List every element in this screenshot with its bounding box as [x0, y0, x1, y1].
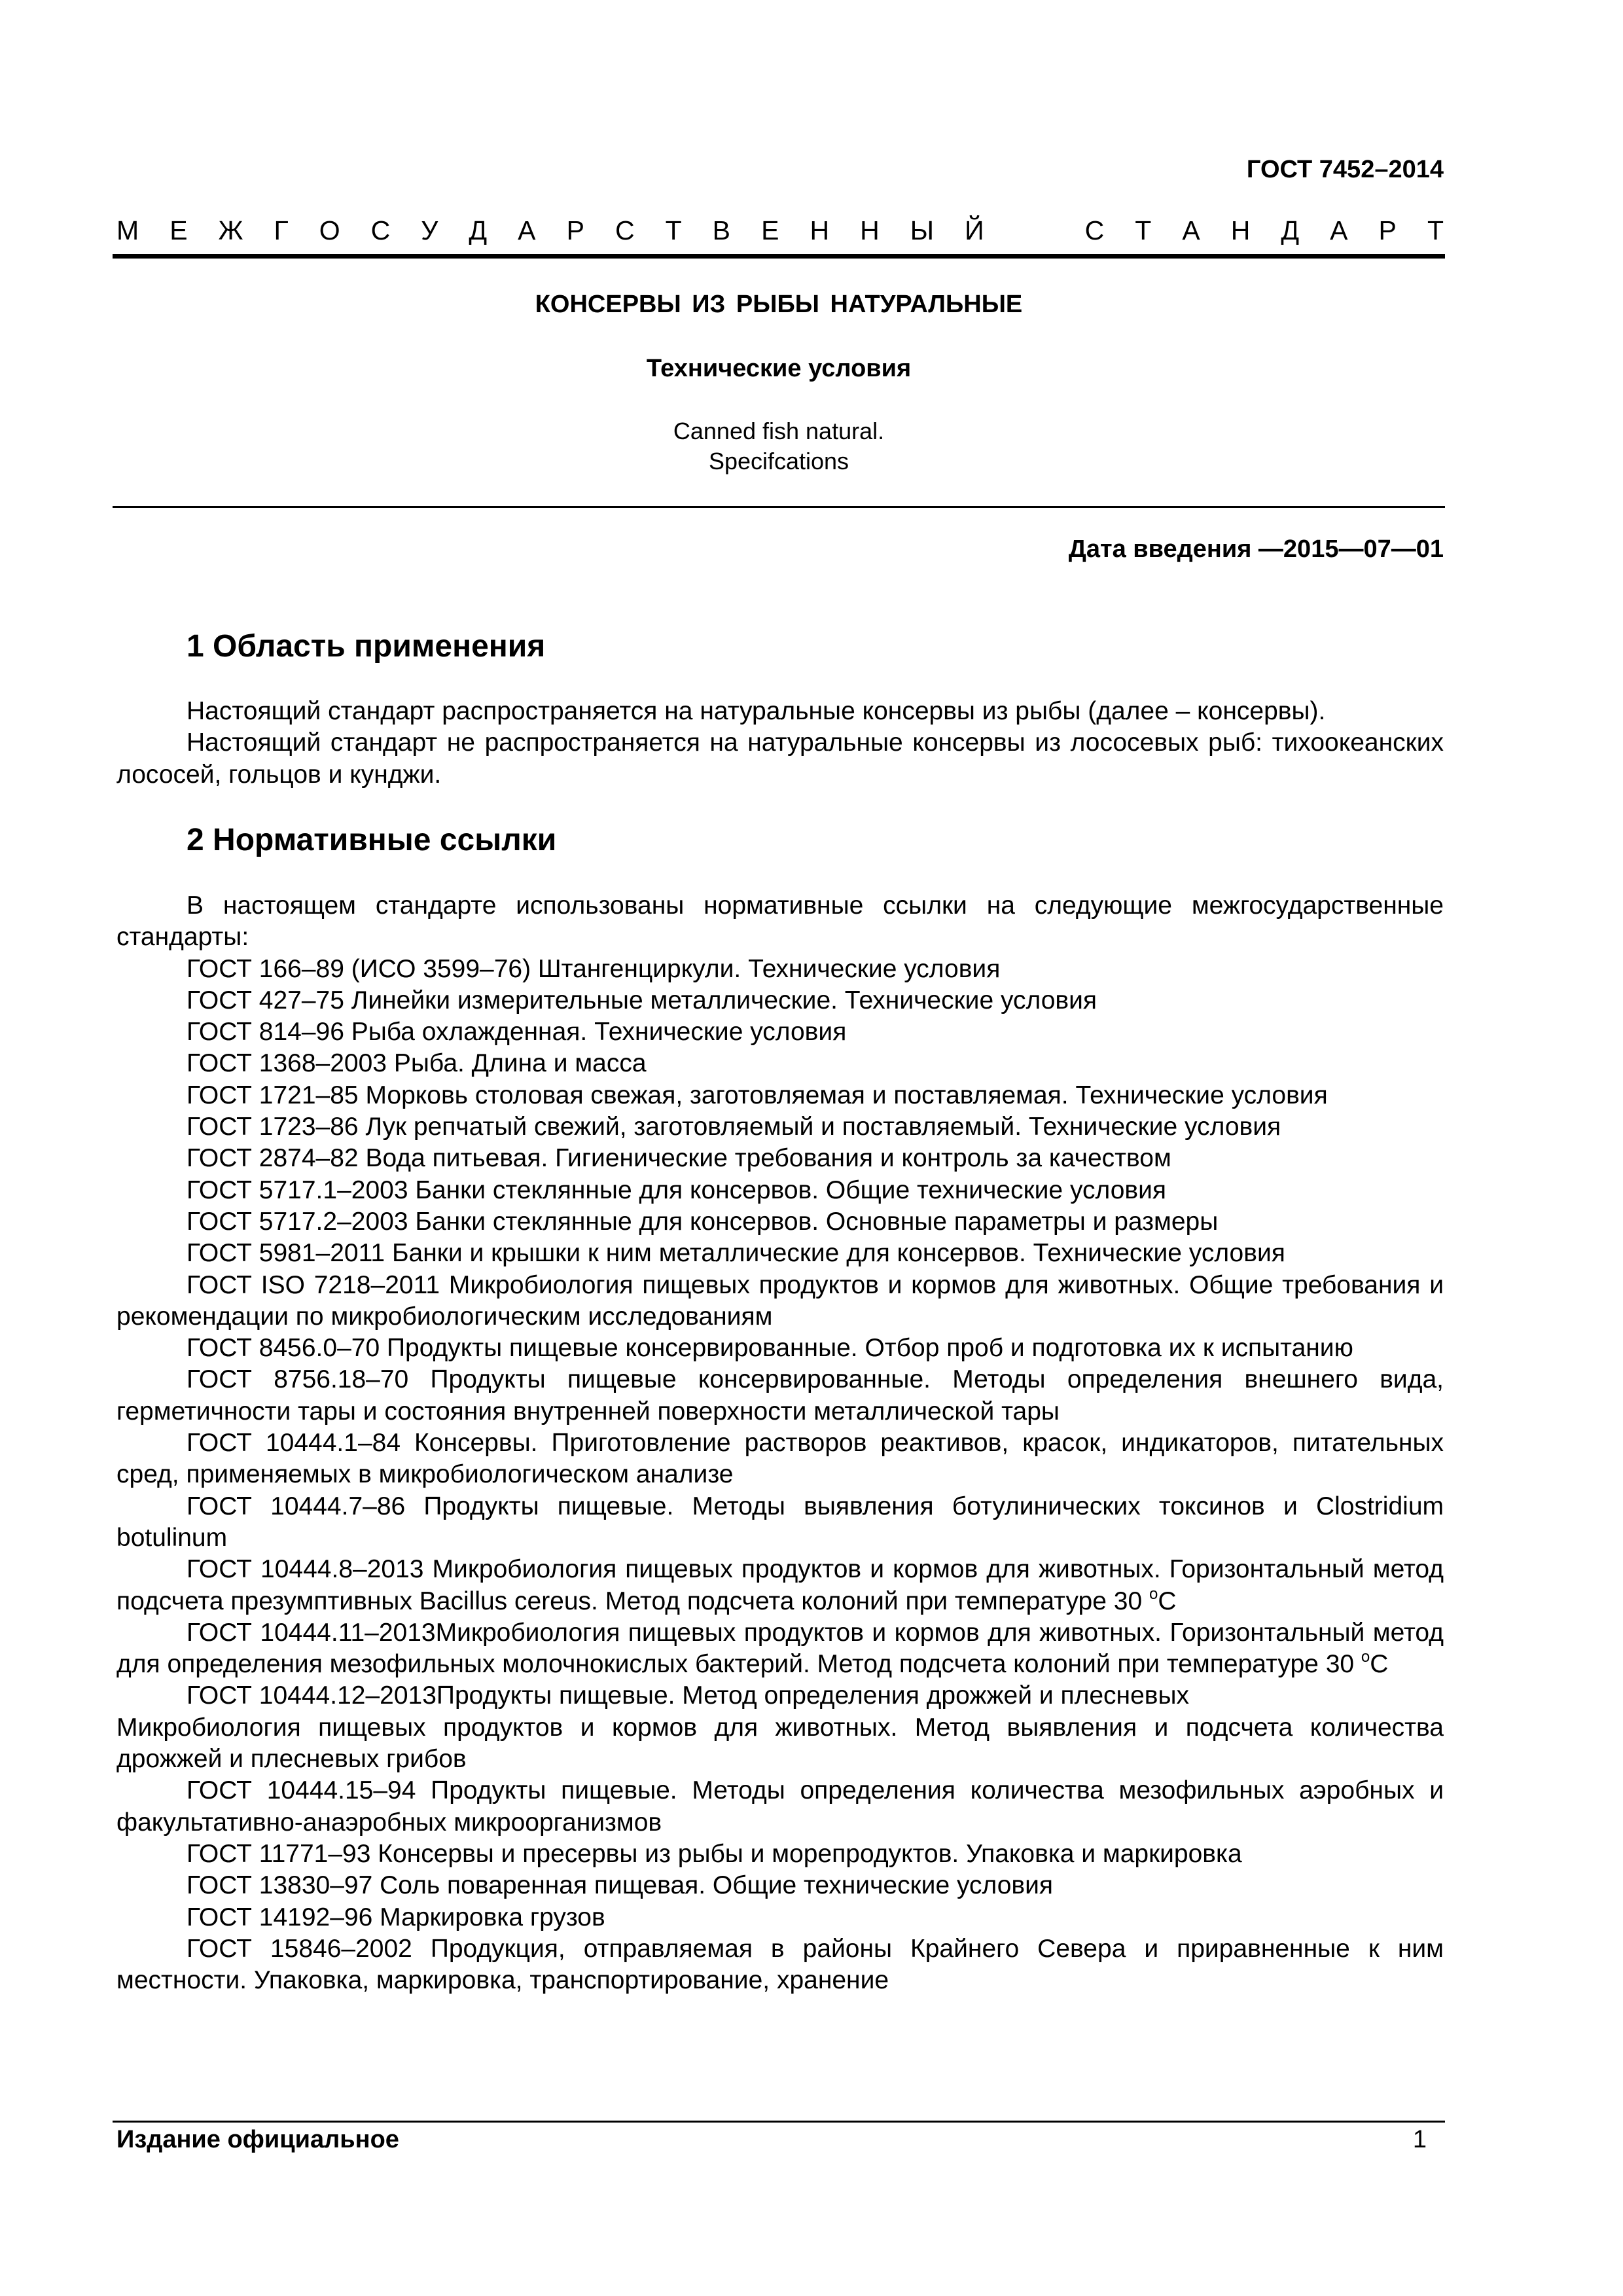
- banner-letter: А: [518, 215, 536, 245]
- reference-item: ГОСТ ISO 7218–2011 Микробиология пищевых продуктов и кормов для животных. Общие требования и рекомендации по микробиологическим исследованиям: [116, 1270, 1444, 1331]
- banner-letter: Р: [566, 215, 584, 245]
- reference-item: ГОСТ 10444.1–84 Консервы. Приготовление растворов реактивов, красок, индикаторов, питательных сред, применяемых в микробиологическом анализе: [116, 1429, 1444, 1489]
- paragraph: Настоящий стандарт распространяется на натуральные консервы из рыбы (далее – консервы).: [187, 697, 1326, 725]
- header-rule: [113, 254, 1445, 259]
- banner-letter: Г: [274, 215, 289, 245]
- reference-item: ГОСТ 427–75 Линейки измерительные металлические. Технические условия: [187, 986, 1097, 1014]
- banner-letter: Т: [665, 215, 682, 245]
- reference-item: ГОСТ 1723–86 Лук репчатый свежий, заготовляемый и поставляемый. Технические условия: [187, 1113, 1281, 1141]
- reference-item: ГОСТ 10444.7–86 Продукты пищевые. Методы выявления ботулинических токсинов и Clostridium botulinum: [116, 1492, 1444, 1552]
- footer-rule: [113, 2121, 1445, 2123]
- reference-item: [116, 1617, 1444, 1681]
- document-title: КОНСЕРВЫ ИЗ РЫБЫ НАТУРАЛЬНЫЕ: [535, 291, 1023, 318]
- paragraph: Настоящий стандарт не распространяется на натуральные консервы из лососевых рыб: тихоокеанских лососей, гольцов и кунджи.: [116, 728, 1444, 789]
- banner-letter: С: [615, 215, 635, 245]
- page-number: 1: [1412, 2126, 1427, 2153]
- english-title-line: Specifcations: [708, 448, 849, 475]
- banner-letter: Т: [1427, 215, 1444, 245]
- reference-item: ГОСТ 5981–2011 Банки и крышки к ним металлические для консервов. Технические условия: [187, 1239, 1285, 1268]
- reference-item: ГОСТ 1368–2003 Рыба. Длина и масса: [187, 1049, 647, 1078]
- edition-label: Издание официальное: [116, 2126, 399, 2153]
- banner-letter: Д: [1281, 215, 1300, 245]
- section-heading-scope: 1 Область применения: [187, 629, 546, 664]
- document-subtitle: Технические условия: [646, 355, 912, 382]
- banner-letter: А: [1182, 215, 1200, 245]
- title-rule: [113, 506, 1445, 508]
- banner-letter: Ж: [218, 215, 243, 245]
- english-title: [113, 416, 1445, 476]
- reference-item: ГОСТ 1721–85 Морковь столовая свежая, заготовляемая и поставляемая. Технические условия: [187, 1081, 1328, 1109]
- reference-item: ГОСТ 166–89 (ИСО 3599–76) Штангенциркули. Технические условия: [187, 954, 1001, 983]
- introduction-date: Дата введения —2015—07—01: [1068, 535, 1444, 563]
- banner-letter: В: [712, 215, 731, 245]
- reference-item: ГОСТ 14192–96 Маркировка грузов: [187, 1903, 605, 1931]
- reference-item: ГОСТ 8456.0–70 Продукты пищевые консервированные. Отбор проб и подготовка их к испытанию: [187, 1334, 1353, 1363]
- reference-item: ГОСТ 10444.15–94 Продукты пищевые. Методы определения количества мезофильных аэробных и факультативно-анаэробных микроорганизмов: [116, 1776, 1444, 1837]
- banner-letter: Й: [965, 215, 984, 245]
- banner-letter: Т: [1135, 215, 1152, 245]
- section-references-body: [116, 890, 1444, 1996]
- reference-item: ГОСТ 11771–93 Консервы и пресервы из рыбы и морепродуктов. Упаковка и маркировка: [187, 1839, 1242, 1868]
- banner-letter: У: [421, 215, 438, 245]
- reference-item: ГОСТ 8756.18–70 Продукты пищевые консервированные. Методы определения внешнего вида, герметичности тары и состояния внутренней поверхности металлической тары: [116, 1365, 1444, 1426]
- standard-type-banner: [116, 215, 1444, 246]
- reference-item: ГОСТ 5717.2–2003 Банки стеклянные для консервов. Основные параметры и размеры: [187, 1207, 1219, 1236]
- paragraph: В настоящем стандарте использованы нормативные ссылки на следующие межгосударственные стандарты:: [116, 891, 1444, 952]
- reference-item: ГОСТ 10444.12–2013Продукты пищевые. Метод определения дрожжей и плесневых: [187, 1681, 1190, 1710]
- reference-item: ГОСТ 13830–97 Соль поваренная пищевая. Общие технические условия: [187, 1871, 1054, 1900]
- reference-item: ГОСТ 5717.1–2003 Банки стеклянные для консервов. Общие технические условия: [187, 1175, 1167, 1204]
- banner-letter: О: [319, 215, 340, 245]
- degree-sign: о: [1149, 1585, 1158, 1603]
- banner-letter: Е: [169, 215, 188, 245]
- banner-letter: С: [370, 215, 391, 245]
- banner-word-gap: [1015, 215, 1054, 246]
- banner-letter: Н: [810, 215, 830, 245]
- reference-item: ГОСТ 15846–2002 Продукция, отправляемая в районы Крайнего Севера и приравненные к ним местности. Упаковка, маркировка, транспортирование, хранение: [116, 1934, 1444, 1995]
- banner-letter: Н: [1230, 215, 1251, 245]
- reference-item: ГОСТ 2874–82 Вода питьевая. Гигиенические требования и контроль за качеством: [187, 1144, 1171, 1173]
- banner-letter: С: [1084, 215, 1105, 245]
- banner-letter: Р: [1378, 215, 1397, 245]
- degree-unit: С: [1158, 1587, 1177, 1615]
- degree-sign: о: [1361, 1648, 1370, 1666]
- banner-letter: Н: [860, 215, 880, 245]
- document-code: ГОСТ 7452–2014: [1246, 156, 1444, 183]
- reference-item: ГОСТ 814–96 Рыба охлажденная. Технические условия: [187, 1018, 847, 1047]
- section-heading-references: 2 Нормативные ссылки: [187, 823, 557, 857]
- banner-letter: А: [1330, 215, 1348, 245]
- section-scope-body: [116, 696, 1444, 791]
- reference-text: ГОСТ 10444.11–2013Микробиология пищевых продуктов и кормов для животных. Горизонтальный метод для определения мезофильных молочнокислых бактерий. Метод подсчета колоний при температуре 30: [116, 1618, 1444, 1679]
- banner-letter: Ы: [910, 215, 935, 245]
- banner-letter: Е: [761, 215, 779, 245]
- reference-continuation: Микробиология пищевых продуктов и кормов для животных. Метод выявления и подсчета количества дрожжей и плесневых грибов: [116, 1713, 1444, 1774]
- english-title-line: Canned fish natural.: [673, 418, 885, 444]
- reference-item: [116, 1554, 1444, 1617]
- reference-text: ГОСТ 10444.8–2013 Микробиология пищевых продуктов и кормов для животных. Горизонтальный метод подсчета презумптивных Bacillus cereus. Метод подсчета колоний при температуре 30: [116, 1555, 1444, 1615]
- degree-unit: С: [1370, 1650, 1389, 1679]
- banner-letter: Д: [469, 215, 488, 245]
- banner-letter: М: [116, 215, 139, 245]
